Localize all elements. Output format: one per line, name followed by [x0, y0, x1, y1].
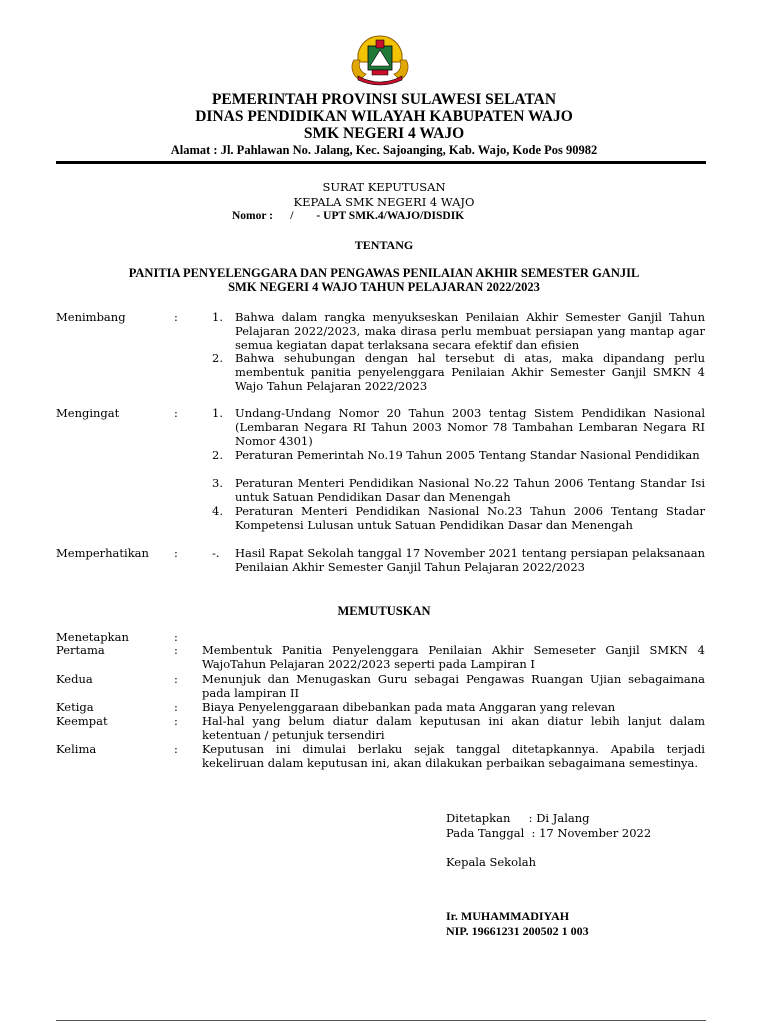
list-number: 3.: [212, 476, 223, 490]
menimbang-label: Menimbang: [56, 310, 126, 324]
decision-label: Kelima: [56, 742, 97, 756]
list-number: 2.: [212, 448, 223, 462]
mengingat-item: Peraturan Menteri Pendidikan Nasional No.22 Tahun 2006 Tentang Standar Isi untuk Satuan Pendidikan Dasar dan Menengah: [235, 476, 705, 504]
mengingat-item: Peraturan Menteri Pendidikan Nasional No.23 Tahun 2006 Tentang Stadar Kompetensi Lulusan untuk Satuan Pendidikan Dasar dan Menengah: [235, 504, 705, 532]
signer-position: Kepala Sekolah: [446, 855, 537, 869]
decision-text: Membentuk Panitia Penyelenggara Penilaian Akhir Semeseter Ganjil SMKN 4 WajoTahun Pelajaran 2022/2023 seperti pada Lampiran I: [202, 643, 705, 671]
signer-nip: NIP. 19661231 200502 1 003: [446, 924, 589, 938]
decree-number: Nomor : / - UPT SMK.4/WAJO/DISDIK: [232, 210, 465, 222]
menimbang-item: Bahwa sehubungan dengan hal tersebut di atas, maka dipandang perlu membentuk panitia penyelenggara Penilaian Akhir Semester Ganjil SMKN 4 Wajo Tahun Pelajaran 2022/2023: [235, 351, 705, 393]
memperhatikan-label: Memperhatikan: [56, 546, 149, 560]
decision-colon: :: [174, 714, 178, 728]
province-emblem-logo: [346, 32, 414, 86]
header-school: SMK NEGERI 4 WAJO: [303, 125, 465, 142]
memutuskan-heading: MEMUTUSKAN: [337, 604, 431, 618]
decision-label: Kedua: [56, 672, 93, 686]
memperhatikan-text: Hasil Rapat Sekolah tanggal 17 November 2021 tentang persiapan pelaksanaan Penilaian Akhir Semester Ganjil Tahun Pelajaran 2022/2023: [235, 546, 705, 574]
list-number: 4.: [212, 504, 223, 518]
decision-colon: :: [174, 630, 178, 644]
tentang-heading: TENTANG: [354, 238, 414, 252]
mengingat-item: Peraturan Pemerintah No.19 Tahun 2005 Tentang Standar Nasional Pendidikan: [235, 448, 700, 462]
list-number: 1.: [212, 310, 223, 324]
decision-text: Keputusan ini dimulai berlaku sejak tanggal ditetapkannya. Apabila terjadi kekeliruan dalam keputusan ini, akan dilakukan perbaikan sebagaimana semestinya.: [202, 742, 705, 770]
decree-subject-line2: SMK NEGERI 4 WAJO TAHUN PELAJARAN 2022/2023: [228, 280, 540, 294]
tanggal-line: Pada Tanggal : 17 November 2022: [446, 826, 652, 840]
menimbang-colon: :: [174, 310, 178, 324]
mengingat-label: Mengingat: [56, 406, 120, 420]
mengingat-item: Undang-Undang Nomor 20 Tahun 2003 tentag Sistem Pendidikan Nasional (Lembaran Negara RI Tahun 2003 Nomor 78 Tambahan Lembaran Negara RI Nomor 4301): [235, 406, 705, 448]
decision-colon: :: [174, 672, 178, 686]
header-department: DINAS PENDIDIKAN WILAYAH KABUPATEN WAJO: [195, 108, 573, 125]
header-address: Alamat : Jl. Pahlawan No. Jalang, Kec. Sajoanging, Kab. Wajo, Kode Pos 90982: [170, 143, 598, 157]
header-divider: [56, 161, 706, 164]
decision-text: Hal-hal yang belum diatur dalam keputusan ini akan diatur lebih lanjut dalam ketentuan / petunjuk tersendiri: [202, 714, 705, 742]
list-dash: -.: [212, 546, 220, 560]
decree-subject-line1: PANITIA PENYELENGGARA DAN PENGAWAS PENILAIAN AKHIR SEMESTER GANJIL: [128, 266, 640, 280]
mengingat-colon: :: [174, 406, 178, 420]
decision-label: Pertama: [56, 643, 105, 657]
header-government: PEMERINTAH PROVINSI SULAWESI SELATAN: [211, 91, 557, 108]
ditetapkan-line: Ditetapkan : Di Jalang: [446, 811, 590, 825]
list-number: 2.: [212, 351, 223, 365]
decision-text: Menunjuk dan Menugaskan Guru sebagai Pengawas Ruangan Ujian sebagaimana pada lampiran II: [202, 672, 705, 700]
list-number: 1.: [212, 406, 223, 420]
decision-colon: :: [174, 700, 178, 714]
decision-label: Menetapkan: [56, 630, 129, 644]
decision-label: Ketiga: [56, 700, 94, 714]
menimbang-item: Bahwa dalam rangka menyukseskan Penilaian Akhir Semester Ganjil Tahun Pelajaran 2022/2023, maka dirasa perlu membuat persiapan yang mantap agar semua kegiatan dapat terlaksana secara efektif dan efisien: [235, 310, 705, 352]
footer-divider: [56, 1020, 706, 1021]
decision-colon: :: [174, 742, 178, 756]
decree-title: SURAT KEPUTUSAN: [322, 180, 446, 194]
decree-issuer: KEPALA SMK NEGERI 4 WAJO: [293, 195, 475, 209]
decision-label: Keempat: [56, 714, 108, 728]
decision-colon: :: [174, 643, 178, 657]
signer-name: Ir. MUHAMMADIYAH: [446, 909, 570, 923]
memperhatikan-colon: :: [174, 546, 178, 560]
decision-text: Biaya Penyelenggaraan dibebankan pada mata Anggaran yang relevan: [202, 700, 616, 714]
